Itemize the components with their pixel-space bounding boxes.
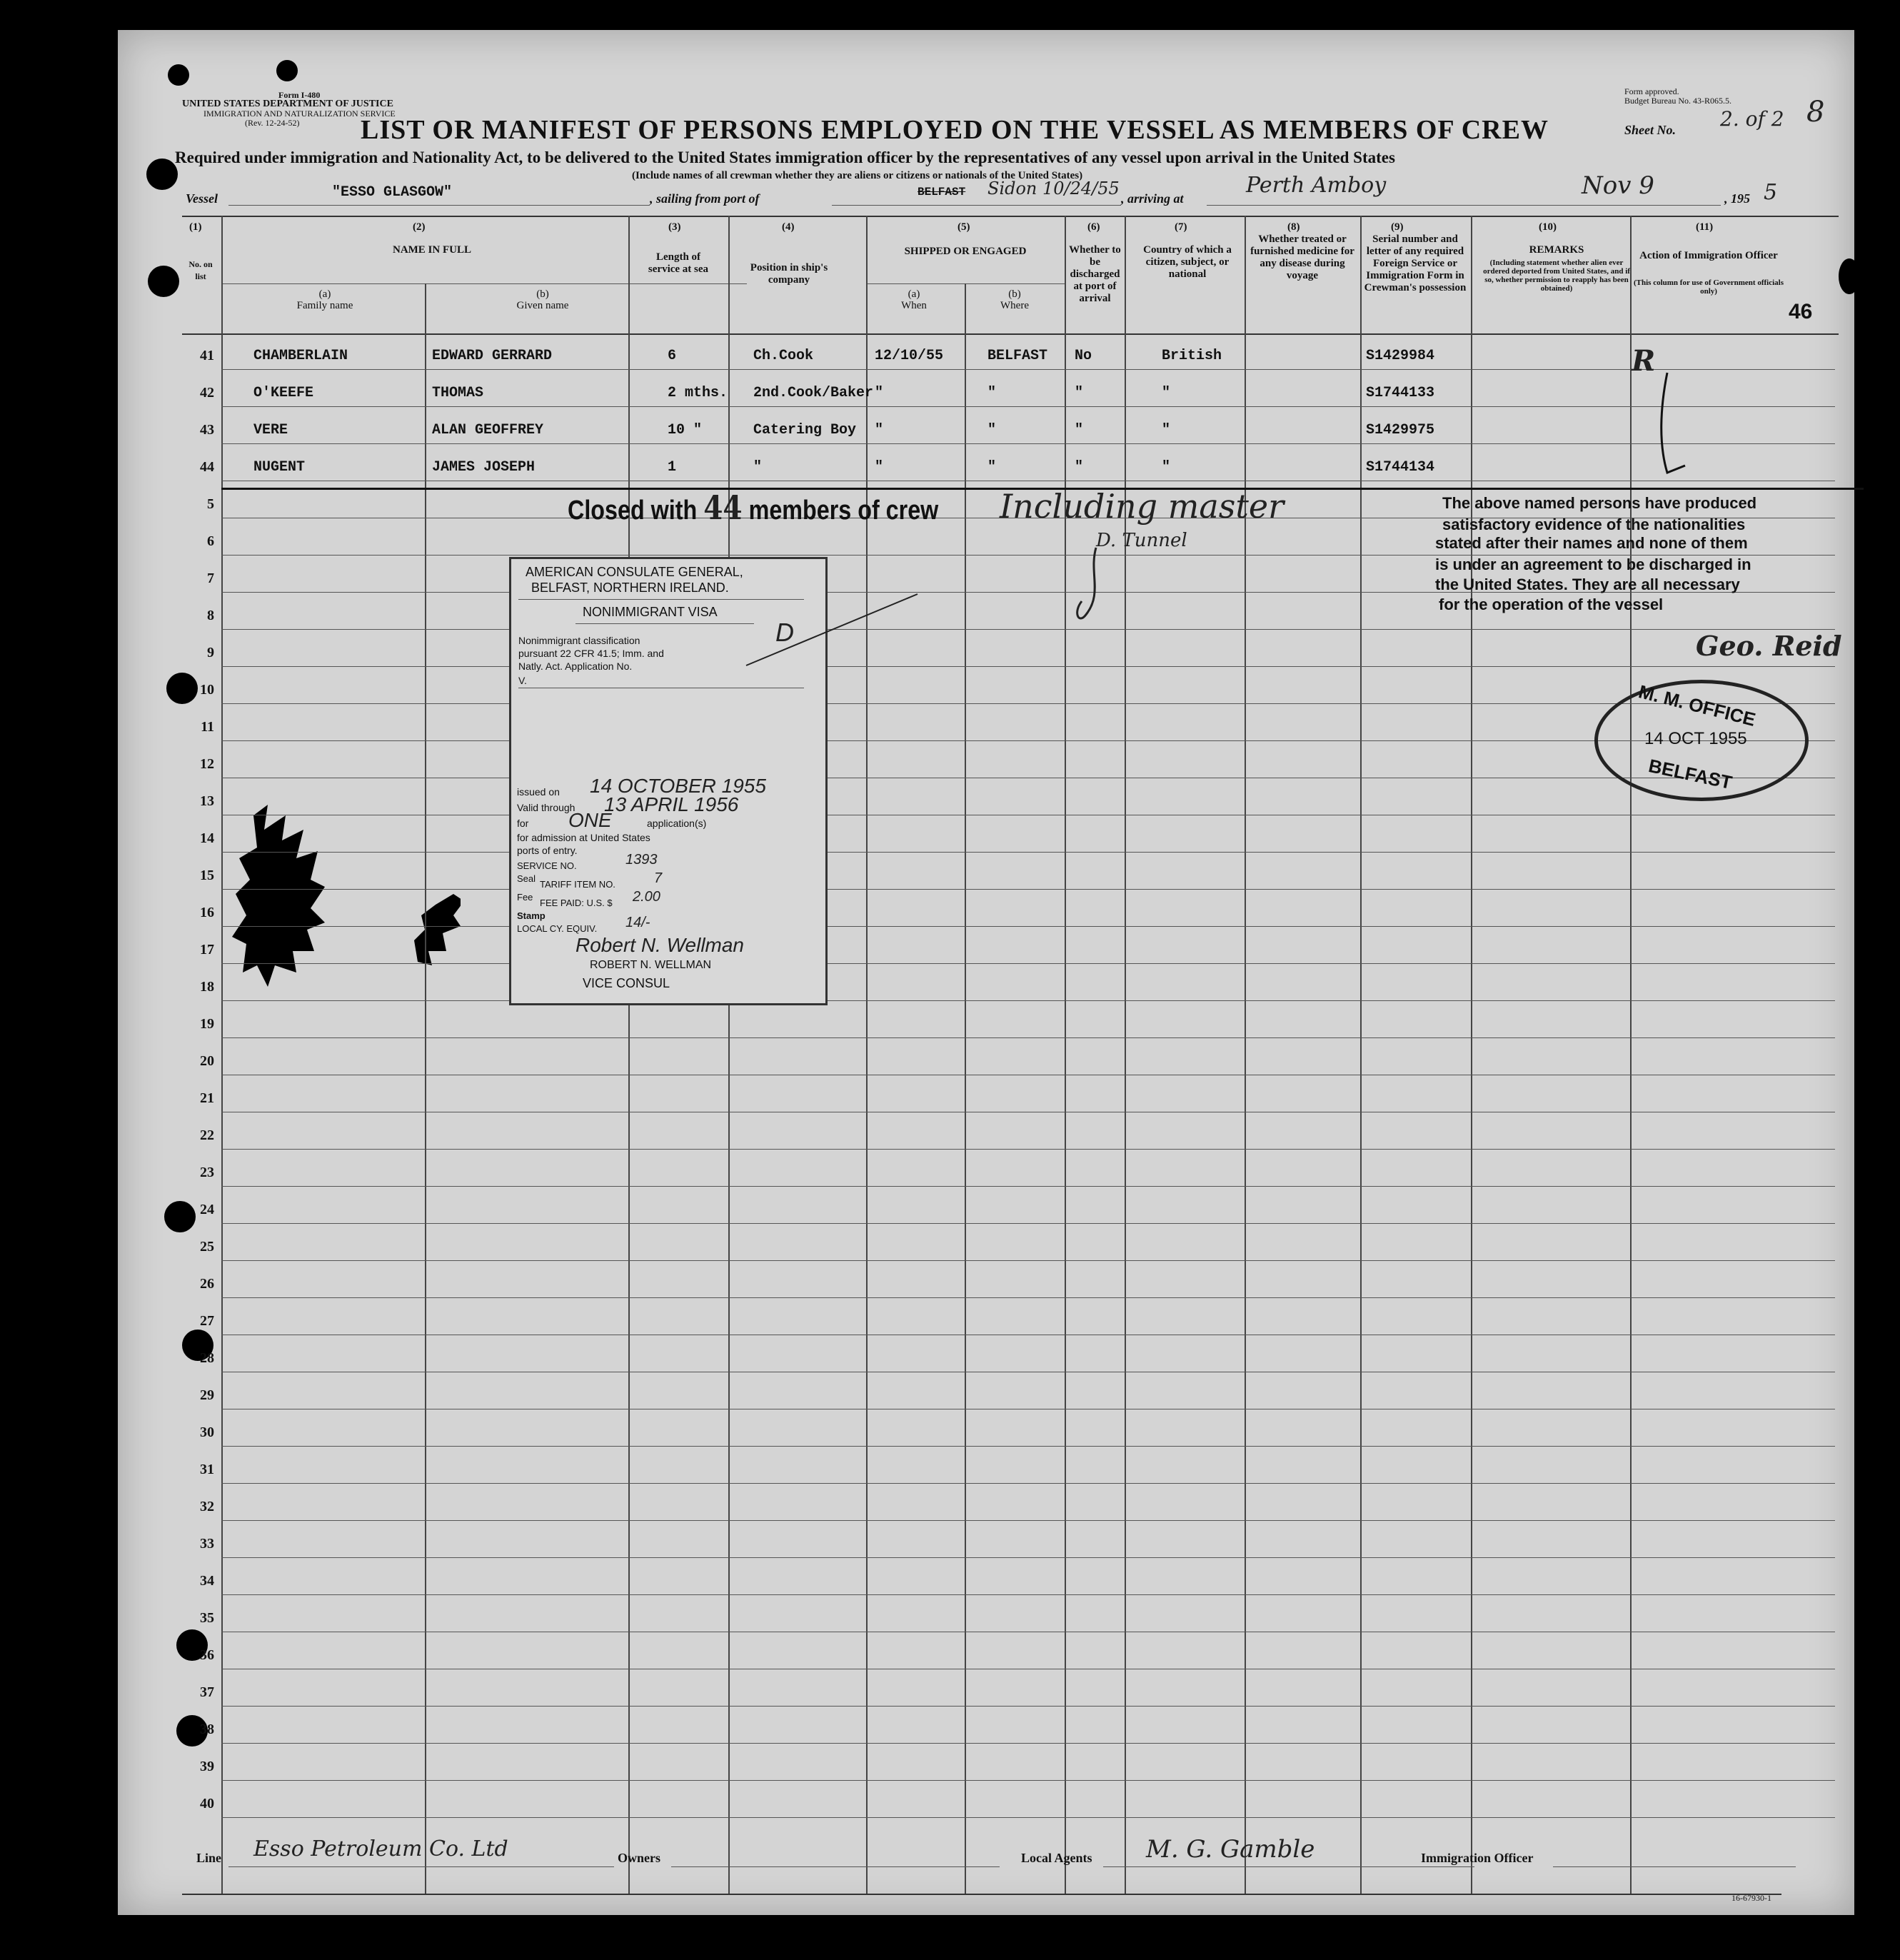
row-number: 19 [200, 1016, 214, 1032]
col2a-header: Family name [296, 300, 353, 311]
closing-text: Closed with [568, 496, 698, 526]
year-suffix: 5 [1764, 180, 1778, 205]
col7-header: Country of which a citizen, subject, or national [1143, 244, 1232, 280]
row-rule [221, 1260, 1835, 1261]
row-rule [221, 406, 1835, 407]
row-number: 18 [200, 979, 214, 995]
crew-given: ALAN GEOFFREY [432, 422, 544, 438]
crew-family: VERE [253, 422, 288, 438]
row-rule [221, 1557, 1835, 1558]
col2b-number: (b) [536, 288, 549, 300]
punch-hole [168, 64, 189, 86]
officer-bracket [1653, 366, 1696, 508]
service-name: IMMIGRATION AND NATURALIZATION SERVICE [203, 109, 396, 119]
crew-serial: S1744133 [1366, 385, 1435, 401]
col10-number: (10) [1539, 221, 1557, 233]
crew-discharged: " [1075, 422, 1084, 438]
visa-service-value: 1393 [625, 852, 658, 868]
visa-valid-label: Valid through [517, 802, 575, 813]
crew-serial: S1429984 [1366, 348, 1435, 364]
crew-length: 6 [668, 348, 677, 364]
row-number: 15 [200, 868, 214, 883]
form-number: Form I-480 [278, 90, 321, 100]
row-rule [221, 1520, 1835, 1521]
visa-type: NONIMMIGRANT VISA [583, 605, 718, 619]
visa-fee-label: FEE PAID: U.S. $ [540, 898, 613, 908]
sailing-port-typed: BELFAST [918, 186, 966, 198]
row-rule [221, 1780, 1835, 1781]
row-number: 33 [200, 1536, 214, 1552]
visa-valid-value: 13 APRIL 1956 [604, 793, 739, 815]
crew-country: British [1162, 348, 1222, 364]
col11-header: Action of Immigration Officer [1639, 250, 1778, 261]
sheet-label: Sheet No. [1624, 123, 1676, 137]
row-number: 31 [200, 1462, 214, 1477]
sailing-label: , sailing from port of [650, 191, 760, 206]
crew-discharged: No [1075, 348, 1092, 364]
col9-header: Serial number and letter of any required Foreign Service or Immigration Form in Crewman's possession [1364, 233, 1467, 293]
footer-officer-label: Immigration Officer [1421, 1851, 1534, 1865]
col8-header: Whether treated or furnished medicine for any disease during voyage [1250, 233, 1354, 281]
crew-where: BELFAST [987, 348, 1048, 364]
visa-for-label: for [517, 818, 529, 829]
row-number: 14 [200, 830, 214, 846]
crew-length: 10 " [668, 422, 703, 438]
vessel-name: "ESSO GLASGOW" [332, 184, 453, 201]
manifest-sheet [118, 30, 1854, 1915]
col3-number: (3) [668, 221, 681, 233]
row-number: 17 [200, 942, 214, 958]
visa-classification: Nonimmigrant classification [518, 635, 640, 646]
row-rule [221, 1149, 1835, 1150]
row-number: 37 [200, 1684, 214, 1700]
row-number: 16 [200, 905, 214, 920]
visa-cfr: pursuant 22 CFR 41.5; Imm. and [518, 648, 664, 659]
crew-country: " [1162, 459, 1171, 476]
crew-no: 42 [200, 385, 214, 401]
officer-mark: R [1632, 344, 1656, 378]
col2-header: NAME IN FULL [392, 244, 471, 256]
punch-hole [146, 159, 178, 190]
visa-stamp-label: Stamp [517, 910, 546, 921]
visa-class-value: D [775, 618, 794, 647]
col8-number: (8) [1287, 221, 1300, 233]
crew-where: " [987, 459, 997, 476]
mm-stamp-date: 14 OCT 1955 [1644, 729, 1747, 748]
form-revision: (Rev. 12-24-52) [245, 118, 300, 128]
visa-slash [739, 587, 925, 673]
initials-stroke [1067, 544, 1110, 630]
col2-number: (2) [413, 221, 426, 233]
col4-header: Position in ship's company [750, 262, 828, 286]
closing-text-2: members of crew [748, 496, 939, 526]
row-number: 29 [200, 1387, 214, 1403]
statement-line-5: the United States. They are all necessary [1435, 576, 1740, 593]
row-number: 32 [200, 1499, 214, 1514]
row-number: 38 [200, 1722, 214, 1737]
row-number: 34 [200, 1573, 214, 1589]
row-rule [221, 1223, 1835, 1224]
row-number: 21 [200, 1090, 214, 1106]
row-rule [221, 926, 1835, 927]
crew-when: " [875, 422, 884, 438]
visa-service-label: SERVICE NO. [517, 860, 577, 871]
statement-line-4: is under an agreement to be discharged in [1435, 556, 1751, 573]
sailing-port-hand: Sidon 10/24/55 [987, 179, 1120, 198]
mm-stamp-bottom: BELFAST [1647, 755, 1734, 793]
row-number: 39 [200, 1759, 214, 1774]
crew-no: 44 [200, 459, 214, 475]
crew-country: " [1162, 422, 1171, 438]
row-number: 35 [200, 1610, 214, 1626]
sheet-mark: 8 [1806, 96, 1825, 129]
visa-fee-value: 2.00 [633, 889, 660, 905]
crew-serial: S1429975 [1366, 422, 1435, 438]
row-number: 30 [200, 1424, 214, 1440]
statement-line-2: satisfactory evidence of the nationalities [1442, 516, 1746, 533]
row-rule [221, 1000, 1835, 1001]
visa-location: BELFAST, NORTHERN IRELAND. [531, 581, 729, 595]
col5b-number: (b) [1008, 288, 1021, 300]
row-number: 6 [207, 533, 214, 549]
punch-hole [148, 266, 179, 297]
arriving-label: , arriving at [1121, 191, 1184, 206]
visa-issued-value: 14 OCTOBER 1955 [590, 775, 766, 797]
margin-count: 46 [1789, 300, 1813, 323]
visa-v: V. [518, 675, 527, 686]
department-name: UNITED STATES DEPARTMENT OF JUSTICE [182, 99, 393, 109]
year-prefix: , 195 [1724, 191, 1750, 206]
visa-seal: Seal [517, 873, 536, 884]
footer-agents-value: M. G. Gamble [1146, 1835, 1315, 1864]
crew-position: Catering Boy [753, 422, 857, 438]
crew-no: 43 [200, 422, 214, 438]
footer-agents-label: Local Agents [1021, 1851, 1092, 1865]
crew-family: CHAMBERLAIN [253, 348, 348, 364]
footer-owners-label: Owners [618, 1851, 660, 1865]
crew-where: " [987, 422, 997, 438]
crew-when: " [875, 459, 884, 476]
col2b-header: Given name [516, 300, 569, 311]
statement-line-6: for the operation of the vessel [1439, 595, 1664, 613]
row-rule [221, 1743, 1835, 1744]
statement-line-3: stated after their names and none of them [1435, 534, 1748, 552]
row-number: 13 [200, 793, 214, 809]
visa-issued-label: issued on [517, 786, 560, 798]
form-approval: Form approved. [1624, 86, 1679, 96]
col2a-number: (a) [318, 288, 331, 300]
col6-header: Whether to be discharged at port of arrival [1069, 244, 1121, 304]
closing-hand: Including master [1000, 487, 1285, 526]
col9-number: (9) [1391, 221, 1404, 233]
crew-length: 1 [668, 459, 677, 476]
row-rule [221, 1706, 1835, 1707]
visa-consul-title: VICE CONSUL [583, 976, 670, 990]
footer-line-value: Esso Petroleum Co. Ltd [253, 1836, 508, 1861]
crew-when: 12/10/55 [875, 348, 944, 364]
row-rule [221, 703, 1835, 704]
row-number: 8 [207, 608, 214, 623]
row-rule [221, 1817, 1835, 1818]
row-rule [221, 1186, 1835, 1187]
crew-family: O'KEEFE [253, 385, 314, 401]
visa-signature: Robert N. Wellman [575, 934, 745, 956]
row-rule [221, 443, 1835, 444]
row-number: 20 [200, 1053, 214, 1069]
row-number: 5 [207, 496, 214, 512]
crew-country: " [1162, 385, 1171, 401]
statement-line-1: The above named persons have produced [1442, 494, 1757, 512]
col6-number: (6) [1087, 221, 1100, 233]
col5b-header: Where [1000, 300, 1029, 311]
arriving-port: Perth Amboy [1246, 173, 1387, 198]
visa-consul-name: ROBERT N. WELLMAN [590, 959, 712, 971]
crew-family: NUGENT [253, 459, 306, 476]
row-rule [221, 369, 1835, 370]
statement-signature: Geo. Reid [1696, 630, 1842, 662]
visa-applications: application(s) [647, 818, 707, 829]
row-rule [221, 1037, 1835, 1038]
col1-header: No. on list [189, 259, 213, 281]
crew-position: 2nd.Cook/Baker [753, 385, 874, 401]
crew-given: EDWARD GERRARD [432, 348, 553, 364]
budget-bureau: Budget Bureau No. 43-R065.5. [1624, 96, 1731, 106]
col5a-number: (a) [908, 288, 920, 300]
closing-count: 44 [703, 488, 743, 527]
col10-header: REMARKS [1529, 244, 1584, 256]
col3-header: Length of service at sea [648, 251, 709, 275]
row-rule [221, 852, 1835, 853]
row-number: 24 [200, 1202, 214, 1217]
row-rule [221, 889, 1835, 890]
crew-given: THOMAS [432, 385, 484, 401]
crew-length: 2 mths. [668, 385, 728, 401]
sheet-number: 2. of 2 [1720, 107, 1784, 131]
row-rule [221, 1446, 1835, 1447]
row-number: 22 [200, 1127, 214, 1143]
crew-given: JAMES JOSEPH [432, 459, 536, 476]
row-number: 27 [200, 1313, 214, 1329]
col4-number: (4) [782, 221, 795, 233]
mm-office-stamp [1594, 680, 1809, 801]
crew-serial: S1744134 [1366, 459, 1435, 476]
crew-position: Ch.Cook [753, 348, 814, 364]
row-number: 12 [200, 756, 214, 772]
row-number: 28 [200, 1350, 214, 1366]
row-number: 25 [200, 1239, 214, 1255]
visa-tariff-label: TARIFF ITEM NO. [540, 879, 615, 890]
row-rule [221, 740, 1835, 741]
visa-fee: Fee [517, 892, 533, 903]
row-number: 7 [207, 571, 214, 586]
crew-no: 41 [200, 348, 214, 363]
crew-discharged: " [1075, 385, 1084, 401]
crew-discharged: " [1075, 459, 1084, 476]
row-rule [221, 629, 1835, 630]
col7-number: (7) [1175, 221, 1187, 233]
form-subtitle: Required under immigration and Nationality Act, to be delivered to the United States immigration officer by the representatives of any vessel upon arrival in the United States [175, 149, 1395, 166]
visa-application: Natly. Act. Application No. [518, 660, 633, 672]
vessel-label: Vessel [186, 191, 218, 206]
row-number: 11 [201, 719, 214, 735]
closing-initials: D. Tunnel [1096, 530, 1187, 551]
print-code: 16-67930-1 [1731, 1893, 1771, 1903]
visa-tariff-value: 7 [654, 870, 663, 886]
row-number: 36 [200, 1647, 214, 1663]
crew-where: " [987, 385, 997, 401]
row-rule [221, 666, 1835, 667]
col5-number: (5) [957, 221, 970, 233]
form-title: LIST OR MANIFEST OF PERSONS EMPLOYED ON THE VESSEL AS MEMBERS OF CREW [361, 115, 1549, 145]
row-number: 9 [207, 645, 214, 660]
col10-note: (Including statement whether alien ever ordered deported from United States, and if so, whether permission to reapply has been obtained) [1483, 258, 1630, 293]
visa-local-label: LOCAL CY. EQUIV. [517, 923, 598, 934]
col5-header: SHIPPED OR ENGAGED [904, 246, 1027, 257]
visa-consulate: AMERICAN CONSULATE GENERAL, [526, 565, 743, 579]
visa-for-value: ONE [568, 809, 612, 831]
arrival-date: Nov 9 [1582, 171, 1654, 200]
row-rule [221, 1483, 1835, 1484]
row-rule [221, 963, 1835, 964]
crew-position: " [753, 459, 763, 476]
col11-note: (This column for use of Government officials only) [1633, 278, 1784, 296]
row-rule [221, 1594, 1835, 1595]
visa-local-value: 14/- [625, 915, 650, 930]
col5a-header: When [901, 300, 927, 311]
footer-line-label: Line [196, 1851, 222, 1865]
mm-stamp-top: M. M. OFFICE [1636, 680, 1758, 730]
row-number: 26 [200, 1276, 214, 1292]
include-note: (Include names of all crewman whether they are aliens or citizens or nationals of the United States) [632, 170, 1083, 181]
row-number: 10 [200, 682, 214, 698]
visa-admission: for admission at United States [517, 832, 650, 843]
punch-hole [276, 60, 298, 81]
row-number: 40 [200, 1796, 214, 1811]
row-number: 23 [200, 1165, 214, 1180]
row-rule [221, 1297, 1835, 1298]
crew-when: " [875, 385, 884, 401]
punch-hole [1839, 258, 1860, 294]
visa-ports: ports of entry. [517, 845, 578, 856]
col11-number: (11) [1696, 221, 1714, 233]
closing-stamp [568, 488, 938, 527]
col1-number: (1) [189, 221, 202, 233]
